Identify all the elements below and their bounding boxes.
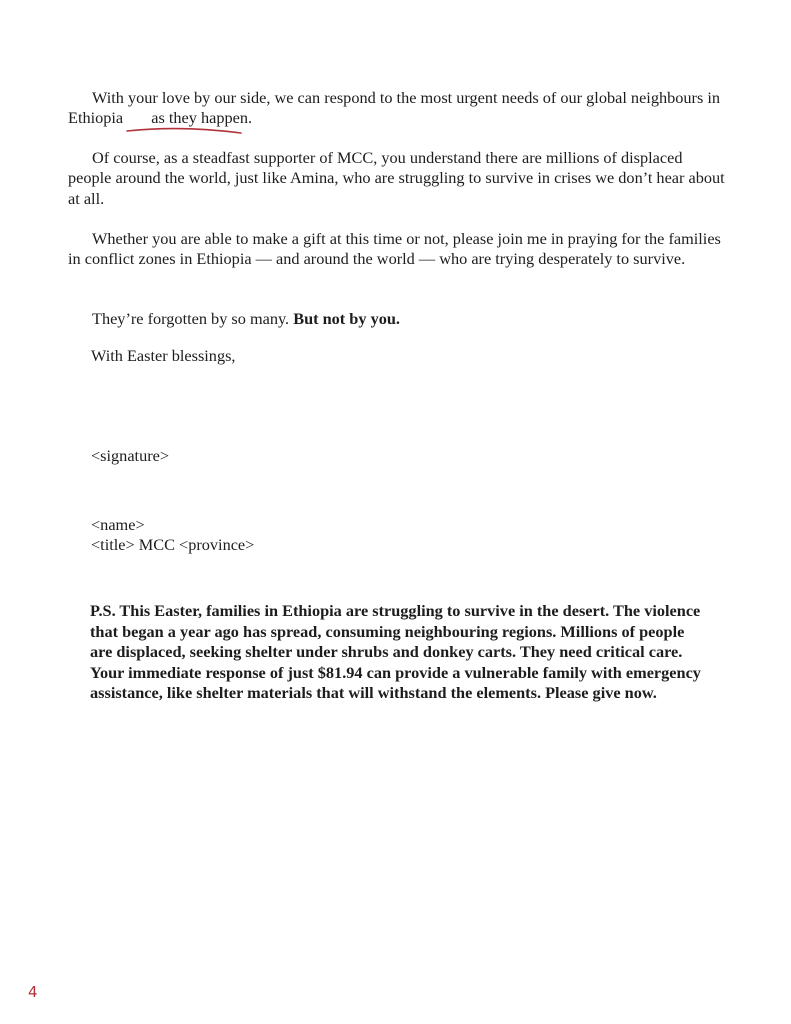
paragraph-1 <box>68 88 728 129</box>
underlined-phrase: as they happen <box>151 108 248 128</box>
handwritten-underline-phrase <box>127 108 248 128</box>
paragraph-1-end: . <box>247 108 253 128</box>
postscript: P.S. This Easter, families in Ethiopia are struggling to survive in the desert. The violence that began a year ago has spread, consuming neighbouring regions. Millions of people are displaced, seeking shelter under shrubs and donkey carts. They need critical care. Your immediate response of just $81.94 can provide a vulnerable family with emergency assistance, like shelter materials that will withstand the elements. Please give now. <box>90 601 701 703</box>
paragraph-1-text: With your love by our side, we can respond to the most urgent needs of our global neighbours in Ethiopia <box>68 88 721 128</box>
paragraph-4-text: They’re forgotten by so many. <box>92 309 294 328</box>
closing-line: With Easter blessings, <box>91 346 236 365</box>
signature-placeholder: <signature> <box>91 446 170 465</box>
name-placeholder: <name> <box>91 515 145 534</box>
title-placeholder: <title> MCC <province> <box>91 535 255 554</box>
emphasis-text: But not by you. <box>293 309 400 328</box>
paragraph-4 <box>68 309 728 329</box>
red-underline-stroke <box>125 127 245 137</box>
paragraph-3: Whether you are able to make a gift at this time or not, please join me in praying for the families in conflict zones in Ethiopia — and around the world — who are trying desperately to survive. <box>68 229 721 269</box>
paragraph-2: Of course, as a steadfast supporter of MCC, you understand there are millions of displaced people around the world, just like Amina, who are struggling to survive in crises we don’t hear about at all. <box>68 148 725 208</box>
handwritten-page-number: 4 <box>28 983 38 1001</box>
